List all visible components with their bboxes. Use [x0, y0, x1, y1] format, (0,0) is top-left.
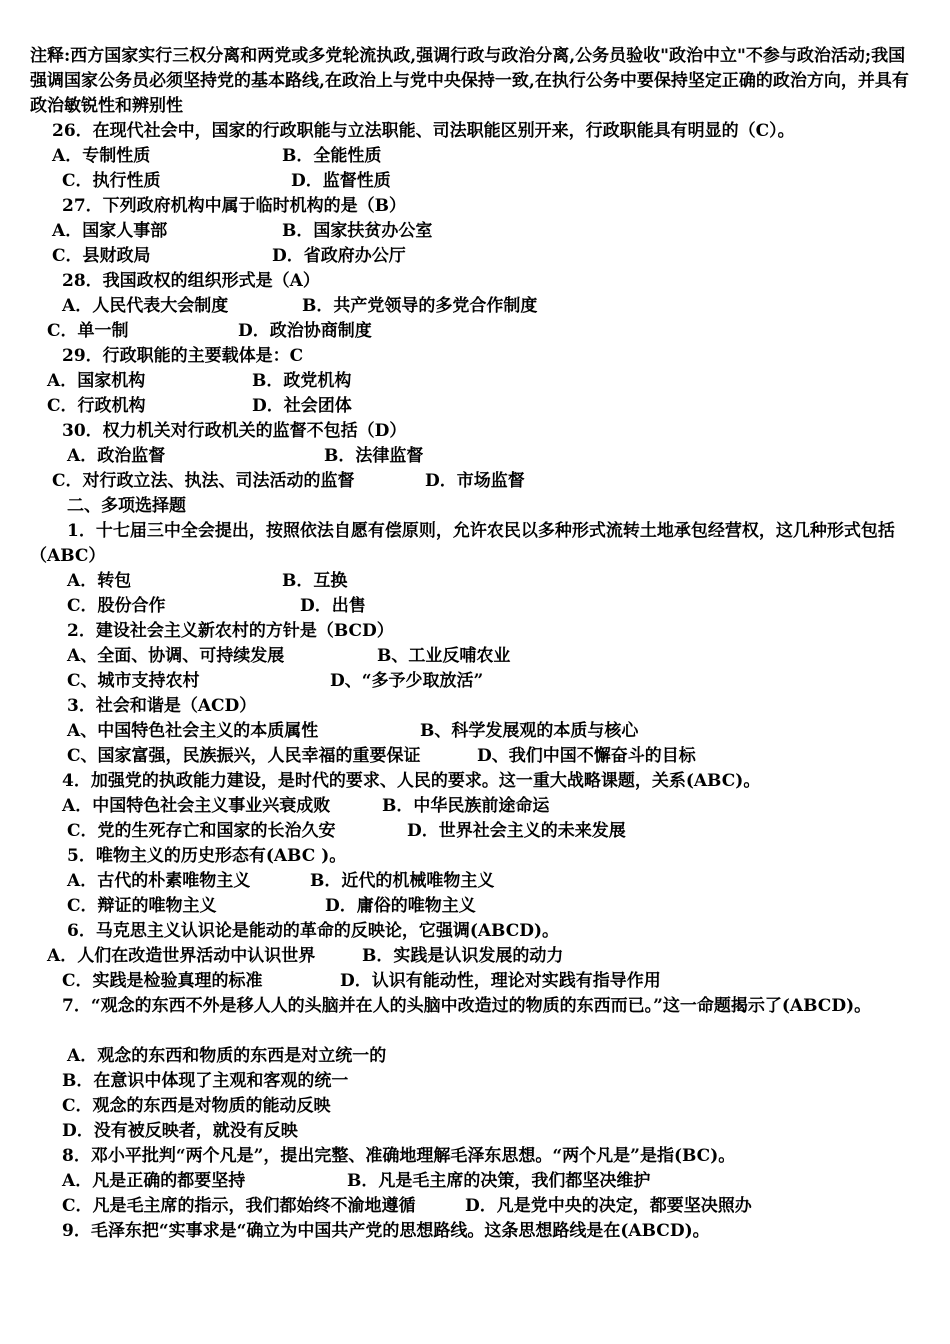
option-a: A．转包	[67, 571, 132, 591]
options-row	[30, 644, 910, 669]
option-a: A、全面、协调、可持续发展	[67, 646, 285, 666]
option-b: B．近代的机械唯物主义	[310, 871, 495, 891]
options-row	[30, 894, 910, 919]
option-b: B．中华民族前途命运	[382, 796, 550, 816]
question-30: 30．权力机关对行政机关的监督不包括（D）	[62, 421, 407, 441]
options-row	[30, 319, 910, 344]
option-c: C．凡是毛主席的指示，我们都始终不渝地遵循	[62, 1196, 416, 1216]
options-row	[30, 569, 910, 594]
option-d: D．凡是党中央的决定，都要坚决照办	[465, 1196, 752, 1216]
option-c: C．单一制	[47, 321, 129, 341]
option-b: B、科学发展观的本质与核心	[420, 721, 639, 741]
option-c: C、城市支持农村	[67, 671, 200, 691]
options-row	[30, 294, 910, 319]
options-row	[30, 719, 910, 744]
note-paragraph: 注释:西方国家实行三权分离和两党或多党轮流执政,强调行政与政治分离,公务员验收"政治中立"不参与政治活动;我国强调国家公务员必须坚持党的基本路线,在政治上与党中央保持一致,在执行公务中要保持坚定正确的政治方向，并具有政治敏锐性和辨别性	[30, 46, 909, 116]
options-row	[30, 1169, 910, 1194]
option-d: D．出售	[300, 596, 366, 616]
option-c: C．党的生死存亡和国家的长治久安	[67, 821, 336, 841]
option-b: B．在意识中体现了主观和客观的统一	[62, 1071, 349, 1091]
question-28: 28．我国政权的组织形式是（A）	[62, 271, 320, 291]
option-d: D．没有被反映者，就没有反映	[62, 1121, 298, 1141]
option-b: B．实践是认识发展的动力	[362, 946, 564, 966]
option-c: C．实践是检验真理的标准	[62, 971, 263, 991]
option-b: B．共产党领导的多党合作制度	[302, 296, 538, 316]
question-m4: 4．加强党的执政能力建设，是时代的要求、人民的要求。这一重大战略课题，关系(ABC)。	[62, 771, 761, 791]
options-row	[30, 219, 910, 244]
option-d: D．认识有能动性，理论对实践有指导作用	[340, 971, 661, 991]
question-m7: 7．“观念的东西不外是移人人的头脑并在人的头脑中改造过的物质的东西而已。”这一命题揭示了(ABCD)。	[62, 996, 872, 1016]
question-m1: 1．十七届三中全会提出，按照依法自愿有偿原则，允许农民以多种形式流转土地承包经营权，这几种形式包括（ABC）	[30, 521, 895, 566]
option-b: B．凡是毛主席的决策，我们都坚决维护	[347, 1171, 651, 1191]
option-a: A．国家人事部	[52, 221, 168, 241]
option-b: B．法律监督	[324, 446, 424, 466]
question-m5: 5．唯物主义的历史形态有(ABC )。	[67, 846, 347, 866]
options-row	[30, 744, 910, 769]
option-c: C．县财政局	[52, 246, 151, 266]
option-c: C．辩证的唯物主义	[67, 896, 217, 916]
section-title: 二、多项选择题	[67, 496, 186, 516]
question-m9: 9．毛泽东把“实事求是“确立为中国共产党的思想路线。这条思想路线是在(ABCD)。	[62, 1221, 710, 1241]
option-c: C．行政机构	[47, 396, 146, 416]
options-row	[30, 819, 910, 844]
question-m2: 2．建设社会主义新农村的方针是（BCD）	[67, 621, 394, 641]
option-c: C．执行性质	[62, 171, 161, 191]
option-c: C、国家富强，民族振兴，人民幸福的重要保证	[67, 746, 421, 766]
option-d: D、“多予少取放活”	[330, 671, 484, 691]
option-d: D．监督性质	[291, 171, 391, 191]
question-m8: 8．邓小平批判“两个凡是”，提出完整、准确地理解毛泽东思想。“两个凡是”是指(BC)。	[62, 1146, 736, 1166]
option-d: D．社会团体	[252, 396, 352, 416]
option-b: B、工业反哺农业	[377, 646, 511, 666]
option-d: D．庸俗的唯物主义	[325, 896, 476, 916]
options-row	[30, 869, 910, 894]
option-b: B．全能性质	[282, 146, 382, 166]
option-d: D．世界社会主义的未来发展	[407, 821, 626, 841]
option-d: D．省政府办公厅	[272, 246, 406, 266]
options-row	[30, 969, 910, 994]
option-d: D．市场监督	[425, 471, 525, 491]
options-row	[30, 394, 910, 419]
option-a: A．专制性质	[52, 146, 151, 166]
option-b: B．互换	[282, 571, 348, 591]
question-26: 26．在现代社会中，国家的行政职能与立法职能、司法职能区别开来，行政职能具有明显的（C）。	[52, 121, 795, 141]
option-b: B．政党机构	[252, 371, 352, 391]
options-row	[30, 794, 910, 819]
option-c: C．对行政立法、执法、司法活动的监督	[52, 471, 355, 491]
option-a: A．政治监督	[67, 446, 166, 466]
question-27: 27．下列政府机构中属于临时机构的是（B）	[62, 196, 407, 216]
options-row	[30, 669, 910, 694]
options-row	[30, 944, 910, 969]
options-row	[30, 444, 910, 469]
options-row	[30, 1194, 910, 1219]
question-m3: 3．社会和谐是（ACD）	[67, 696, 257, 716]
option-c: C．股份合作	[67, 596, 166, 616]
question-29: 29．行政职能的主要载体是：C	[62, 346, 304, 366]
option-a: A．人们在改造世界活动中认识世界	[47, 946, 316, 966]
options-row	[30, 469, 910, 494]
option-a: A．古代的朴素唯物主义	[67, 871, 251, 891]
document-body	[30, 44, 910, 1244]
option-c: C．观念的东西是对物质的能动反映	[62, 1096, 331, 1116]
option-b: B．国家扶贫办公室	[282, 221, 433, 241]
option-d: D、我们中国不懈奋斗的目标	[477, 746, 696, 766]
option-a: A．观念的东西和物质的东西是对立统一的	[67, 1046, 387, 1066]
option-a: A、中国特色社会主义的本质属性	[67, 721, 319, 741]
options-row	[30, 169, 910, 194]
option-a: A．国家机构	[47, 371, 146, 391]
options-row	[30, 144, 910, 169]
options-row	[30, 244, 910, 269]
options-row	[30, 369, 910, 394]
option-a: A．中国特色社会主义事业兴衰成败	[62, 796, 331, 816]
option-d: D．政治协商制度	[238, 321, 372, 341]
question-m6: 6．马克思主义认识论是能动的革命的反映论，它强调(ABCD)。	[67, 921, 560, 941]
option-a: A．人民代表大会制度	[62, 296, 229, 316]
options-row	[30, 594, 910, 619]
option-a: A．凡是正确的都要坚持	[62, 1171, 246, 1191]
